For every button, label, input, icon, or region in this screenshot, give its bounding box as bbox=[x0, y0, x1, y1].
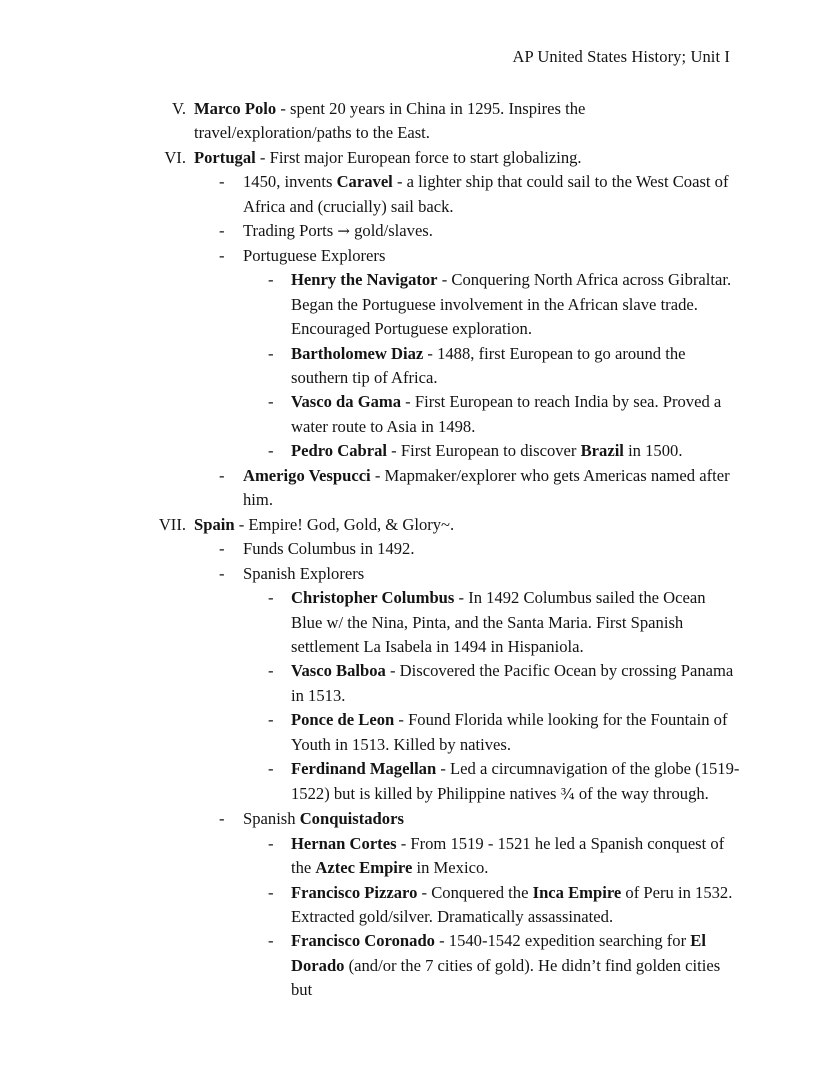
outline-detail: 1450, invents bbox=[243, 172, 337, 192]
outline-detail: - From 1519 - 1521 he led a Spanish conquest of the bbox=[291, 833, 725, 878]
outline-marker-dash: - bbox=[219, 245, 225, 265]
outline-term: Spain bbox=[194, 514, 235, 534]
outline-detail: Funds Columbus in 1492. bbox=[243, 539, 415, 559]
outline-marker-dash: - bbox=[219, 563, 225, 583]
outline-item-text bbox=[243, 537, 730, 561]
outline-detail: Spanish bbox=[243, 809, 300, 829]
outline-marker-dash: - bbox=[268, 931, 274, 951]
outline-item bbox=[268, 268, 740, 341]
outline-marker-dash: - bbox=[268, 710, 274, 730]
outline-detail: ¾ bbox=[560, 786, 575, 803]
outline-term: Ferdinand Magellan bbox=[291, 759, 437, 779]
outline-item-text bbox=[243, 219, 730, 243]
outline-marker-dash: - bbox=[268, 441, 274, 461]
page-header: AP United States History; Unit I bbox=[512, 47, 730, 66]
outline-item-text bbox=[291, 439, 740, 463]
outline-term: Vasco Balboa bbox=[291, 661, 386, 681]
outline-detail: - Conquered the bbox=[417, 882, 533, 902]
outline-detail: - spent 20 years in China in 1295. Inspires the travel/exploration/paths to the East. bbox=[194, 99, 586, 143]
outline-marker-dash: - bbox=[268, 833, 274, 853]
outline-item-text bbox=[291, 659, 740, 708]
outline-marker-dash: - bbox=[219, 172, 225, 192]
outline-term: Portugal bbox=[194, 147, 256, 167]
outline-detail: - 1540-1542 expedition searching for bbox=[434, 931, 691, 951]
outline-detail: - Led a circumnavigation of the globe (1519-1522) but is killed by Philippine natives bbox=[291, 759, 740, 803]
outline-marker-dash: - bbox=[268, 882, 274, 902]
outline-item bbox=[268, 659, 740, 708]
outline-term: Brazil bbox=[580, 441, 624, 461]
outline-term: Marco Polo bbox=[194, 99, 277, 118]
outline-item bbox=[219, 170, 730, 219]
outline-term: Caravel bbox=[336, 172, 393, 192]
outline-item bbox=[268, 881, 740, 930]
outline-item-text bbox=[243, 244, 730, 268]
outline-item bbox=[268, 342, 740, 391]
outline-marker-dash: - bbox=[268, 588, 274, 608]
outline-item bbox=[219, 244, 730, 268]
outline-detail: Spanish Explorers bbox=[243, 563, 365, 583]
outline-item bbox=[268, 929, 740, 1002]
outline-item bbox=[268, 390, 740, 439]
outline-item bbox=[164, 146, 730, 170]
outline-marker-dash: - bbox=[268, 759, 274, 779]
outline-term: Conquistadors bbox=[299, 809, 404, 829]
outline-item bbox=[268, 757, 740, 807]
outline-term: Pedro Cabral bbox=[291, 441, 388, 461]
outline-item bbox=[219, 537, 730, 561]
outline-marker-dash: - bbox=[268, 270, 274, 290]
outline-item-text bbox=[194, 513, 730, 537]
outline-item bbox=[219, 807, 730, 831]
outline-item-text bbox=[291, 708, 740, 757]
outline-detail: → bbox=[337, 222, 350, 241]
outline-term: Francisco Coronado bbox=[291, 931, 435, 951]
outline-marker-roman: V. bbox=[172, 99, 186, 118]
outline-detail: - Empire! God, Gold, & Glory~. bbox=[234, 514, 455, 534]
outline-item bbox=[268, 586, 740, 659]
outline-item-text bbox=[194, 97, 730, 146]
outline-detail: gold/slaves. bbox=[349, 221, 433, 241]
outline-detail: of the way through. bbox=[574, 783, 709, 803]
outline-term: Hernan Cortes bbox=[291, 833, 397, 853]
outline-term: Christopher Columbus bbox=[291, 588, 455, 608]
outline-detail: - Discovered the Pacific Ocean by crossing Panama in 1513. bbox=[291, 661, 734, 705]
outline-term: Francisco Pizzaro bbox=[291, 882, 418, 902]
outline-detail: - First European to discover bbox=[387, 441, 581, 461]
outline-term: Bartholomew Diaz bbox=[291, 343, 424, 363]
outline-item bbox=[219, 464, 730, 513]
outline-detail: - Mapmaker/explorer who gets Americas named after him. bbox=[243, 465, 730, 510]
outline-item-text bbox=[243, 807, 730, 831]
outline-detail: in Mexico. bbox=[412, 858, 489, 878]
outline-detail: (and/or the 7 cities of gold). He didn’t find golden cities but bbox=[291, 955, 721, 1000]
outline-item bbox=[268, 708, 740, 757]
outline-marker-dash: - bbox=[268, 661, 274, 681]
outline-marker-dash: - bbox=[268, 392, 274, 412]
outline-detail: - a lighter ship that could sail to the West Coast of Africa and (crucially) sail back. bbox=[243, 172, 729, 216]
outline-marker-dash: - bbox=[268, 343, 274, 363]
outline-term: Amerigo Vespucci bbox=[243, 465, 371, 485]
outline-marker-dash: - bbox=[219, 221, 225, 241]
outline-item-text bbox=[243, 464, 730, 513]
outline-item-text bbox=[194, 146, 730, 170]
outline-item-text bbox=[291, 390, 740, 439]
outline-marker-roman: VI. bbox=[164, 147, 186, 167]
outline-marker-dash: - bbox=[219, 465, 225, 485]
outline-list bbox=[0, 97, 828, 1003]
outline-detail: - Found Florida while looking for the Fountain of Youth in 1513. Killed by natives. bbox=[291, 710, 728, 754]
outline-item-text bbox=[291, 268, 740, 341]
outline-item bbox=[219, 562, 730, 586]
outline-item bbox=[219, 219, 730, 243]
outline-item bbox=[268, 439, 740, 463]
outline-detail: - Conquering North Africa across Gibraltar. Began the Portuguese involvement in the African slave trade. Encouraged Portuguese exploration. bbox=[291, 270, 732, 339]
outline-term: Henry the Navigator bbox=[291, 270, 438, 290]
outline-marker-dash: - bbox=[219, 809, 225, 829]
outline-detail: of Peru in 1532. Extracted gold/silver. Dramatically assassinated. bbox=[291, 882, 733, 926]
outline-item-text bbox=[291, 832, 740, 881]
outline-item-text bbox=[243, 170, 730, 219]
outline-term: Aztec Empire bbox=[315, 858, 413, 878]
outline-item-text bbox=[291, 586, 740, 659]
outline-item bbox=[172, 97, 730, 146]
outline-item bbox=[158, 513, 730, 537]
outline-item-text bbox=[243, 562, 730, 586]
outline-term: El Dorado bbox=[291, 931, 706, 975]
outline-term: Vasco da Gama bbox=[291, 392, 402, 412]
outline-item-text bbox=[291, 881, 740, 930]
outline-detail: Portuguese Explorers bbox=[243, 245, 386, 265]
outline-term: Inca Empire bbox=[532, 882, 622, 902]
outline-item-text bbox=[291, 929, 740, 1002]
outline-detail: in 1500. bbox=[623, 441, 683, 461]
outline-term: Ponce de Leon bbox=[291, 710, 395, 730]
outline-detail: - In 1492 Columbus sailed the Ocean Blue w/ the Nina, Pinta, and the Santa Maria. First Spanish settlement La Isabela in 1494 in Hispaniola. bbox=[291, 588, 706, 656]
outline-item-text bbox=[291, 342, 740, 391]
outline-detail: - First major European force to start globalizing. bbox=[255, 147, 582, 167]
outline-detail: Trading Ports bbox=[243, 221, 338, 241]
outline-detail: - 1488, first European to go around the southern tip of Africa. bbox=[291, 343, 686, 387]
outline-marker-roman: VII. bbox=[158, 514, 186, 534]
outline-detail: - First European to reach India by sea. Proved a water route to Asia in 1498. bbox=[291, 392, 722, 436]
outline-item-text bbox=[291, 757, 740, 807]
outline-marker-dash: - bbox=[219, 539, 225, 559]
outline-item bbox=[268, 832, 740, 881]
